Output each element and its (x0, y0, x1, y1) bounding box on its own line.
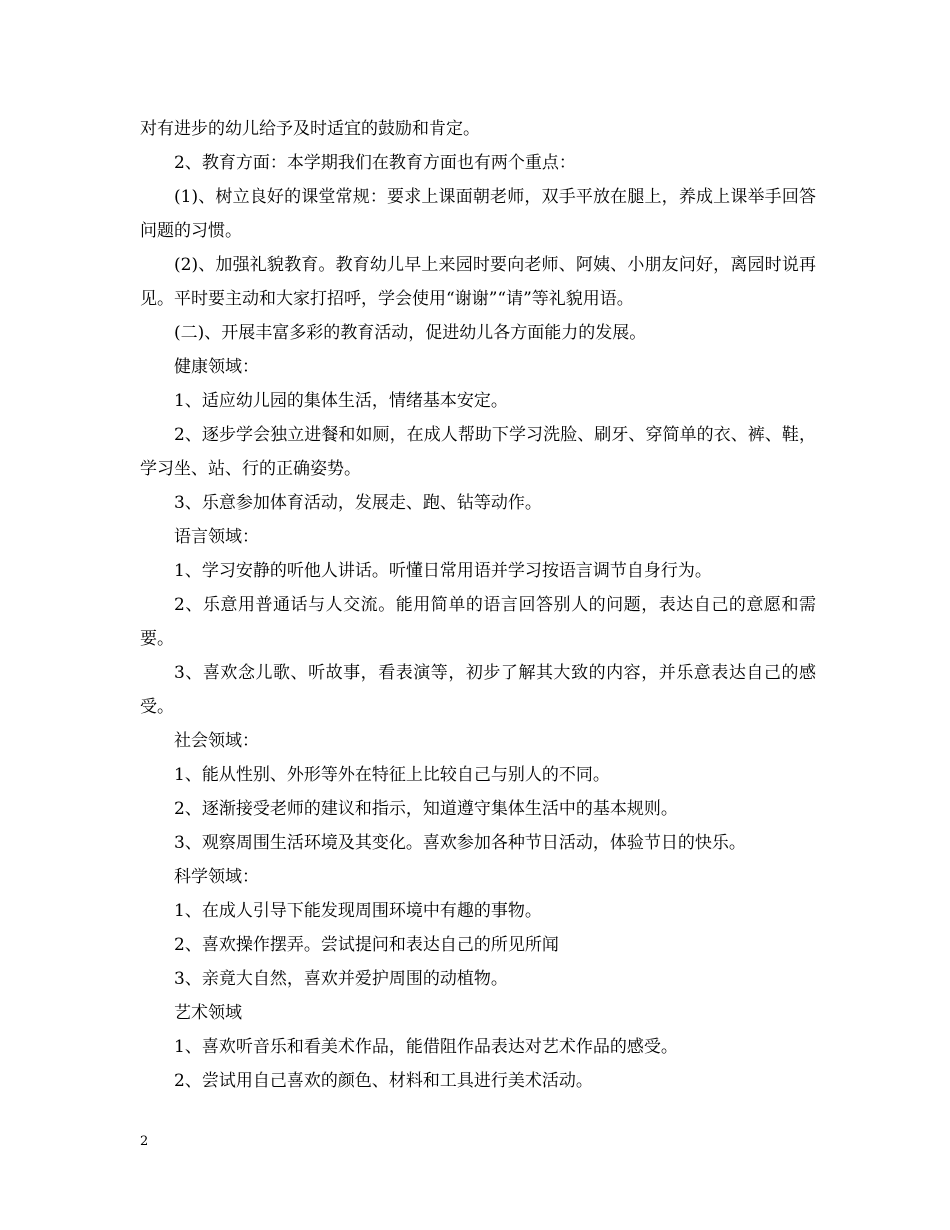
page-number: 2 (140, 1134, 149, 1149)
section-heading-health: 健康领域： (174, 357, 259, 377)
paragraph: (2)、加强礼貌教育。教育幼儿早上来园时要向老师、阿姨、小朋友问好，离园时说再见。平时要主动和大家打招呼，学会使用“谢谢”“请”等礼貌用语。 (140, 255, 816, 309)
section-heading-art: 艺术领域 (174, 1003, 242, 1023)
paragraph: 3、乐意参加体育活动，发展走、跑、钻等动作。 (174, 493, 542, 513)
section-heading-science: 科学领域： (174, 867, 259, 887)
paragraph: 1、适应幼儿园的集体生活，情绪基本安定。 (174, 391, 508, 411)
paragraph: 1、能从性别、外形等外在特征上比较自己与别人的不同。 (174, 765, 610, 785)
section-heading-society: 社会领域： (174, 731, 259, 751)
paragraph: 3、观察周围生活环境及其变化。喜欢参加各种节日活动，体验节日的快乐。 (174, 833, 746, 853)
paragraph: (1)、树立良好的课堂常规：要求上课面朝老师，双手平放在腿上，养成上课举手回答问题的习惯。 (140, 187, 816, 241)
paragraph: 2、教育方面：本学期我们在教育方面也有两个重点： (174, 153, 576, 173)
paragraph: 对有进步的幼儿给予及时适宜的鼓励和肯定。 (140, 119, 480, 139)
paragraph: 1、喜欢听音乐和看美术作品，能借阻作品表达对艺术作品的感受。 (174, 1037, 678, 1057)
section-heading-language: 语言领域： (174, 527, 259, 547)
body-text (140, 112, 816, 1098)
paragraph: 1、学习安静的听他人讲话。听懂日常用语并学习按语言调节自身行为。 (174, 561, 712, 581)
paragraph: (二)、开展丰富多彩的教育活动，促进幼儿各方面能力的发展。 (174, 323, 647, 343)
paragraph: 2、逐步学会独立进餐和如厕，在成人帮助下学习洗脸、刷牙、穿简单的衣、裤、鞋，学习坐、站、行的正确姿势。 (140, 425, 816, 479)
paragraph: 2、喜欢操作摆弄。尝试提问和表达自己的所见所闻 (174, 935, 559, 955)
paragraph: 1、在成人引导下能发现周围环境中有趣的事物。 (174, 901, 542, 921)
paragraph: 3、亲竟大自然，喜欢并爱护周围的动植物。 (174, 969, 508, 989)
paragraph: 2、逐渐接受老师的建议和指示，知道遵守集体生活中的基本规则。 (174, 799, 678, 819)
paragraph: 3、喜欢念儿歌、听故事，看表演等，初步了解其大致的内容，并乐意表达自己的感受。 (140, 663, 816, 717)
paragraph: 2、乐意用普通话与人交流。能用简单的语言回答别人的问题，表达自己的意愿和需要。 (140, 595, 816, 649)
paragraph: 2、尝试用自己喜欢的颜色、材料和工具进行美术活动。 (174, 1071, 593, 1091)
